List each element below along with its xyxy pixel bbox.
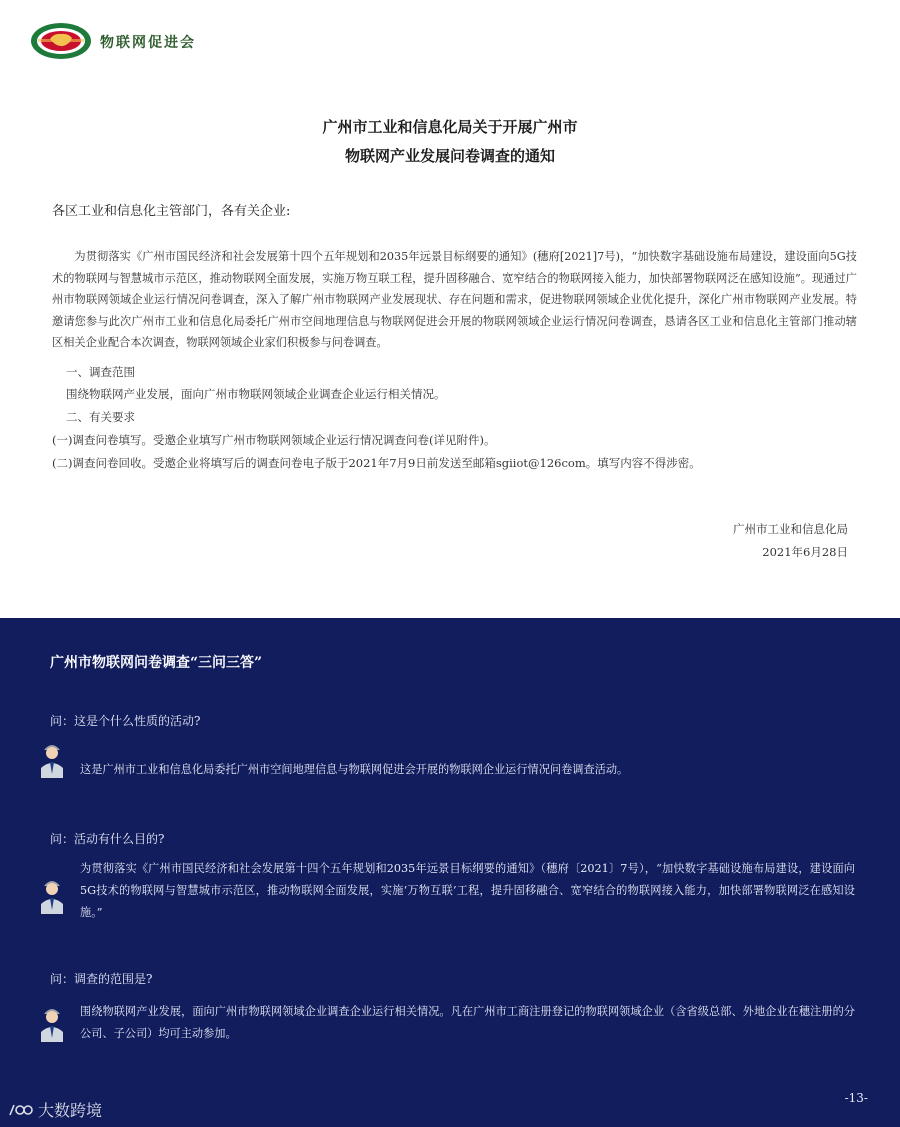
section1-text: 围绕物联网产业发展，面向广州市物联网领域企业调查企业运行相关情况。 xyxy=(66,387,446,401)
qa-section xyxy=(0,618,900,1127)
watermark-text: 大数跨境 xyxy=(38,1101,103,1120)
answer-2: 为贯彻落实《广州市国民经济和社会发展第十四个五年规划和2035年远景目标纲要的通知》（穗府〔2021〕7号），“加快数字基础设施布局建设，建设面向5G技术的物联网与智慧城市示范区，推动物联网全面发展，实施‘万物互联’工程，提升固移融合、宽窄结合的物联网接入能力，加快部署物联网泛在感知设施。” xyxy=(80,862,855,919)
watermark xyxy=(8,1098,102,1121)
notice-paragraph: 为贯彻落实《广州市国民经济和社会发展第十四个五年规划和2035年远景目标纲要的通知》(穗府[2021]7号)，“加快数字基础设施布局建设，建设面向5G技术的物联网与智慧城市示范区，推动物联网全面发展，实施万物互联工程，提升固移融合、宽窄结合的物联网接入能力，加快部署物联网泛在感知设施”。现通过广州市物联网领域企业运行情况问卷调查，深入了解广州市物联网产业发展现状、存在问题和需求，促进物联网领域企业优化提升，深化广州市物联网产业发展。特邀请您参与此次广州市工业和信息化局委托广州市空间地理信息与物联网促进会开展的物联网领域企业运行情况问卷调查，恳请各区工业和信息化主管部门推动辖区相关企业配合本次调查，物联网领域企业家们积极参与问卷调查。 xyxy=(52,250,857,350)
association-logo-icon xyxy=(30,22,92,60)
notice-title-line1: 广州市工业和信息化局关于开展广州市 xyxy=(322,118,578,136)
question-1: 问：这是个什么性质的活动? xyxy=(50,714,201,728)
signature: 广州市工业和信息化局 xyxy=(733,522,848,536)
salutation: 各区工业和信息化主管部门，各有关企业: xyxy=(52,204,291,219)
answer-1: 这是广州市工业和信息化局委托广州市空间地理信息与物联网促进会开展的物联网企业运行情况问卷调查活动。 xyxy=(80,763,629,776)
requirement-1: (一)调查问卷填写。受邀企业填写广州市物联网领域企业运行情况调查问卷(详见附件)。 xyxy=(52,433,496,447)
question-3: 问：调查的范围是? xyxy=(50,972,153,986)
qa-title: 广州市物联网问卷调查“三问三答” xyxy=(50,655,263,671)
org-name: 物联网促进会 xyxy=(100,35,196,51)
section1-heading: 一、调查范围 xyxy=(66,365,135,379)
requirement-2: (二)调查问卷回收。受邀企业将填写后的调查问卷电子版于2021年7月9日前发送至邮箱sgiiot@126com。填写内容不得涉密。 xyxy=(52,456,701,470)
section2-heading: 二、有关要求 xyxy=(66,410,135,424)
person-avatar-icon xyxy=(38,874,66,914)
notice-title-line2: 物联网产业发展问卷调查的通知 xyxy=(344,147,555,165)
watermark-logo-icon xyxy=(8,1102,34,1118)
answer-3: 围绕物联网产业发展，面向广州市物联网领域企业调查企业运行相关情况。凡在广州市工商注册登记的物联网领域企业（含省级总部、外地企业在穗注册的分公司、子公司）均可主动参加。 xyxy=(80,1005,855,1040)
person-avatar-icon xyxy=(38,1002,66,1042)
question-2: 问：活动有什么目的? xyxy=(50,832,165,846)
person-avatar-icon xyxy=(38,738,66,778)
page-number: -13- xyxy=(844,1091,868,1105)
notice-date: 2021年6月28日 xyxy=(762,545,848,559)
